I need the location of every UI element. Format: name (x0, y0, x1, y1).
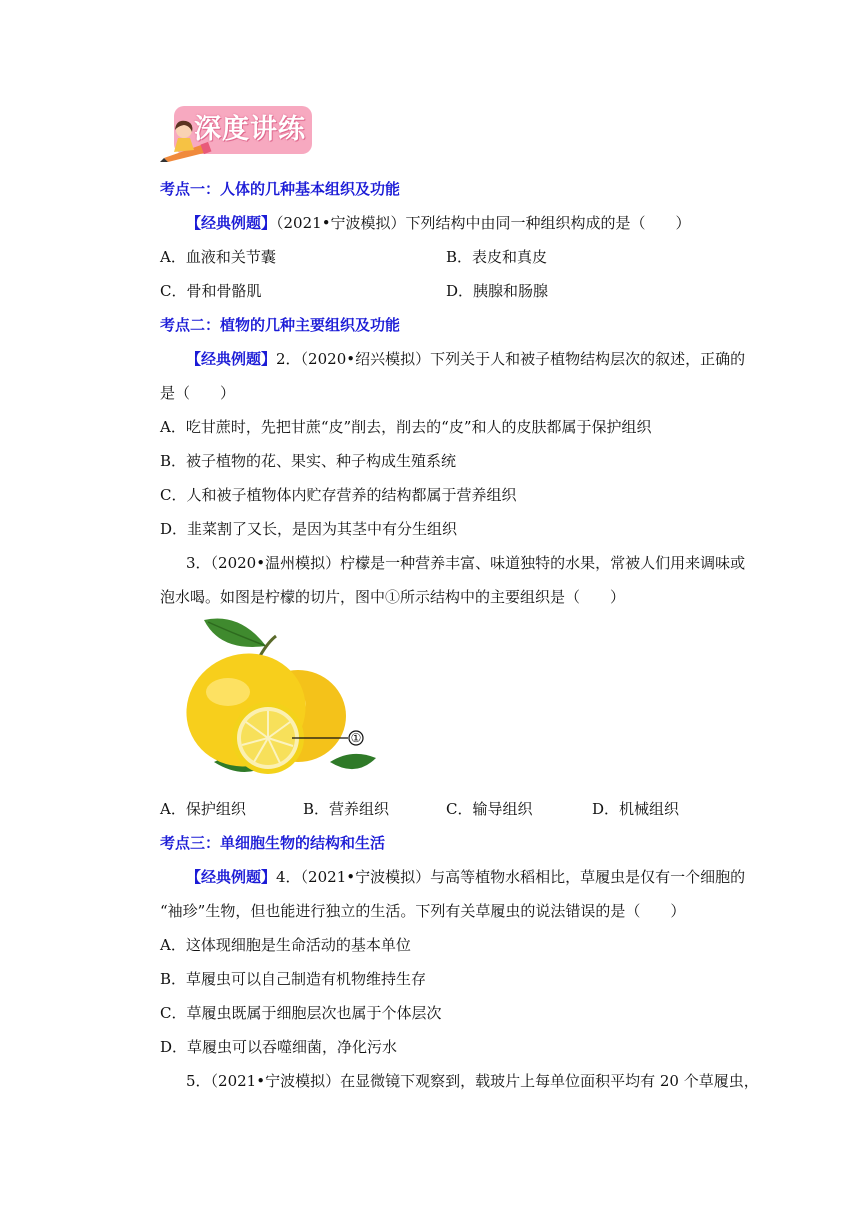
q1-option-c: C．骨和骨骼肌 (160, 282, 262, 300)
section-heading-1: 考点一：人体的几种基本组织及功能 (160, 180, 401, 198)
banner-title: 深度讲练 (194, 114, 306, 145)
question-4-text-line2: “袖珍”生物，但也能进行独立的生活。下列有关草履虫的说法错误的是（ ） (160, 902, 686, 920)
question-4-stem (186, 867, 745, 887)
q1-option-d: D．胰腺和肠腺 (446, 282, 549, 300)
q1-option-b: B．表皮和真皮 (446, 248, 548, 266)
example-tag: 【经典例题】 (186, 214, 277, 232)
figure-label: ① (350, 731, 362, 745)
question-3-text-line1: 3．（2020•温州模拟）柠檬是一种营养丰富、味道独特的水果，常被人们用来调味或 (186, 554, 746, 572)
q4-option-d: D．草履虫可以吞噬细菌，净化污水 (160, 1038, 398, 1056)
q1-option-a: A．血液和关节囊 (160, 248, 276, 266)
q2-option-b: B．被子植物的花、果实、种子构成生殖系统 (160, 452, 457, 470)
q2-option-d: D．韭菜割了又长，是因为其茎中有分生组织 (160, 520, 458, 538)
q3-option-a: A．保护组织 (160, 800, 246, 818)
q2-option-c: C．人和被子植物体内贮存营养的结构都属于营养组织 (160, 486, 517, 504)
q4-option-a: A．这体现细胞是生命活动的基本单位 (160, 936, 411, 954)
q3-option-c: C．输导组织 (446, 800, 533, 818)
question-4-text-line1: 4．（2021•宁波模拟）与高等植物水稻相比，草履虫是仅有一个细胞的 (276, 868, 746, 886)
q4-option-b: B．草履虫可以自己制造有机物维持生存 (160, 970, 427, 988)
lemon-illustration (180, 612, 380, 784)
q4-option-c: C．草履虫既属于细胞层次也属于个体层次 (160, 1004, 442, 1022)
section-banner (160, 104, 314, 158)
lemon-figure (180, 612, 380, 784)
section-heading-2: 考点二：植物的几种主要组织及功能 (160, 316, 401, 334)
example-tag: 【经典例题】 (186, 868, 277, 886)
q3-option-b: B．营养组织 (303, 800, 390, 818)
question-2-text-line2: 是（ ） (160, 384, 236, 402)
question-2-stem (186, 349, 745, 369)
q2-option-a: A．吃甘蔗时，先把甘蔗“皮”削去，削去的“皮”和人的皮肤都属于保护组织 (160, 418, 652, 436)
example-tag: 【经典例题】 (186, 350, 277, 368)
question-1-text: （2021•宁波模拟）下列结构中由同一种组织构成的是（ ） (276, 214, 691, 232)
section-heading-3: 考点三：单细胞生物的结构和生活 (160, 834, 386, 852)
question-1-stem (186, 213, 691, 233)
q3-option-d: D．机械组织 (592, 800, 680, 818)
question-2-text-line1: 2．（2020•绍兴模拟）下列关于人和被子植物结构层次的叙述，正确的 (276, 350, 746, 368)
question-3-text-line2: 泡水喝。如图是柠檬的切片，图中①所示结构中的主要组织是（ ） (160, 588, 626, 606)
question-5-text-line1: 5．（2021•宁波模拟）在显微镜下观察到，载玻片上每单位面积平均有 20 个草履虫， (186, 1072, 759, 1090)
